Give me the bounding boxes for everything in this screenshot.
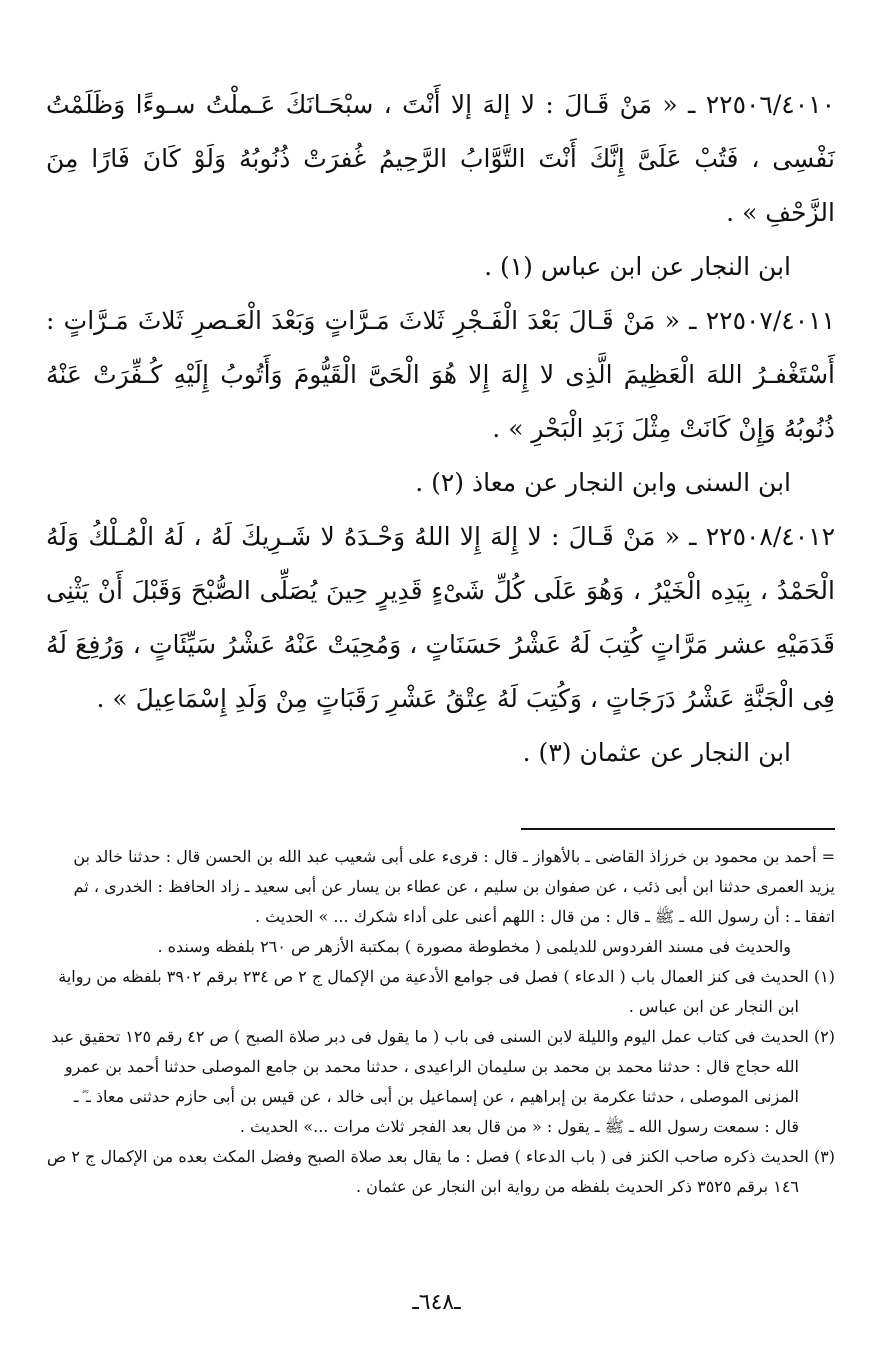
page-number: ـ٦٤٨ـ [412,1290,461,1315]
hadith-4012-source: ابن النجار عن عثمان (٣) . [522,738,791,767]
footnote-divider [521,828,835,830]
footnotes [46,842,835,1202]
footnote-continuation: = أحمد بن محمود بن خرزاذ القاضى ـ بالأهواز ـ قال : قرىء على أبى شعيب عبد الله بن الحسن قال : حدثنا خالد بن يزيد العمرى حدثنا ابن أبى ذئب ، عن صفوان بن سليم ، عن عطاء بن يسار عن أبى سعيد ـ زاد الحافظ : الخدرى ، ثم اتفقا ـ : أن رسول الله ـ ﷺ ـ قال : من قال : اللهم أعنى على أداء شكرك ... » الحديث . [73,847,835,926]
footnote-1: (١) الحديث فى كنز العمال باب ( الدعاء ) فصل فى جوامع الأدعية من الإكمال ج ٢ ص ٢٣٤ برقم ٣٩٠٢ بلفظه من رواية ابن النجار عن ابن عباس . [58,967,835,1016]
footnote-continuation-2: والحديث فى مسند الفردوس للديلمى ( مخطوطة مصورة ) بمكتبة الأزهر ص ٢٦٠ بلفظه وسنده . [157,937,791,956]
footnote-3: (٣) الحديث ذكره صاحب الكنز فى ( باب الدعاء ) فصل : ما يقال بعد صلاة الصبح وفضل المكث بعده من الإكمال ج ٢ ص ١٤٦ برقم ٣٥٢٥ ذكر الحديث بلفظه من رواية ابن النجار عن عثمان . [46,1147,835,1196]
hadith-4011: ٢٢٥٠٧/٤٠١١ ـ « مَنْ قَـالَ بَعْدَ الْفَـجْرِ ثَلاثَ مَـرَّاتٍ وَبَعْدَ الْعَـصرِ ثَلاثَ مَـرَّاتٍ : أَسْتَغْفـرُ اللهَ الْعَظِيمَ الَّذِى لا إِلهَ إِلا هُوَ الْحَىَّ الْقَيُّومَ وَأَتُوبُ إِلَيْهِ كُـفِّرَتْ عَنْهُ ذُنُوبُهُ وَإِنْ كَانَتْ مِثْلَ زَبَدِ الْبَحْرِ » . [46,306,835,443]
hadith-4010: ٢٢٥٠٦/٤٠١٠ ـ « مَنْ قَـالَ : لا إلهَ إلا أَنْتَ ، سبْحَـانَكَ عَـملْتُ سـوءًا وَظَلَمْتُ نَفْسِى ، فَتُبْ عَلَىَّ إِنَّكَ أَنْتَ التَّوَّابُ الرَّحِيمُ غُفرَتْ ذُنُوبُهُ وَلَوْ كَانَ فَارًا مِنَ الزَّحْفِ » . [46,90,835,227]
footnote-2: (٢) الحديث فى كتاب عمل اليوم والليلة لابن السنى فى باب ( ما يقول فى دبر صلاة الصبح ) ص ٤٢ رقم ١٢٥ تحقيق عبد الله حجاج قال : حدثنا محمد بن محمد بن سليمان الراعيدى ، حدثنا محمد بن جامع الموصلى حدثنا أحمد بن عمرو المزنى الموصلى ، حدثنا عكرمة بن إبراهيم ، عن إسماعيل بن أبى خالد ، عن قيس بن أبى حازم حدثنى معاذ ـ ؓ ـ قال : سمعت رسول الله ـ ﷺ ـ يقول : « من قال بعد الفجر ثلاث مرات ...» الحديث . [51,1027,835,1136]
main-text [46,78,835,780]
hadith-4012: ٢٢٥٠٨/٤٠١٢ ـ « مَنْ قَـالَ : لا إِلهَ إِلا اللهُ وَحْـدَهُ لا شَـرِيكَ لَهُ ، لَهُ الْمُـلْكُ وَلَهُ الْحَمْدُ ، بِيَدِه الْخَيْرُ ، وَهُوَ عَلَى كُلِّ شَىْءٍ قَدِيرٍ حِينَ يُصَلِّى الصُّبْحَ وَقَبْلَ أَنْ يَثْنِى قَدَمَيْهِ عشر مَرَّاتٍ كُتِبَ لَهُ عَشْرُ حَسَنَاتٍ ، وَمُحِيَتْ عَنْهُ عَشْرُ سَيِّئَاتٍ ، وَرُفِعَ لَهُ فِى الْجَنَّةِ عَشْرُ دَرَجَاتٍ ، وَكُتِبَ لَهُ عِتْقُ عَشْرِ رَقَبَاتٍ مِنْ وَلَدِ إِسْمَاعِيلَ » . [46,522,835,713]
hadith-4010-source: ابن النجار عن ابن عباس (١) . [484,252,791,281]
hadith-4011-source: ابن السنى وابن النجار عن معاذ (٢) . [415,468,791,497]
